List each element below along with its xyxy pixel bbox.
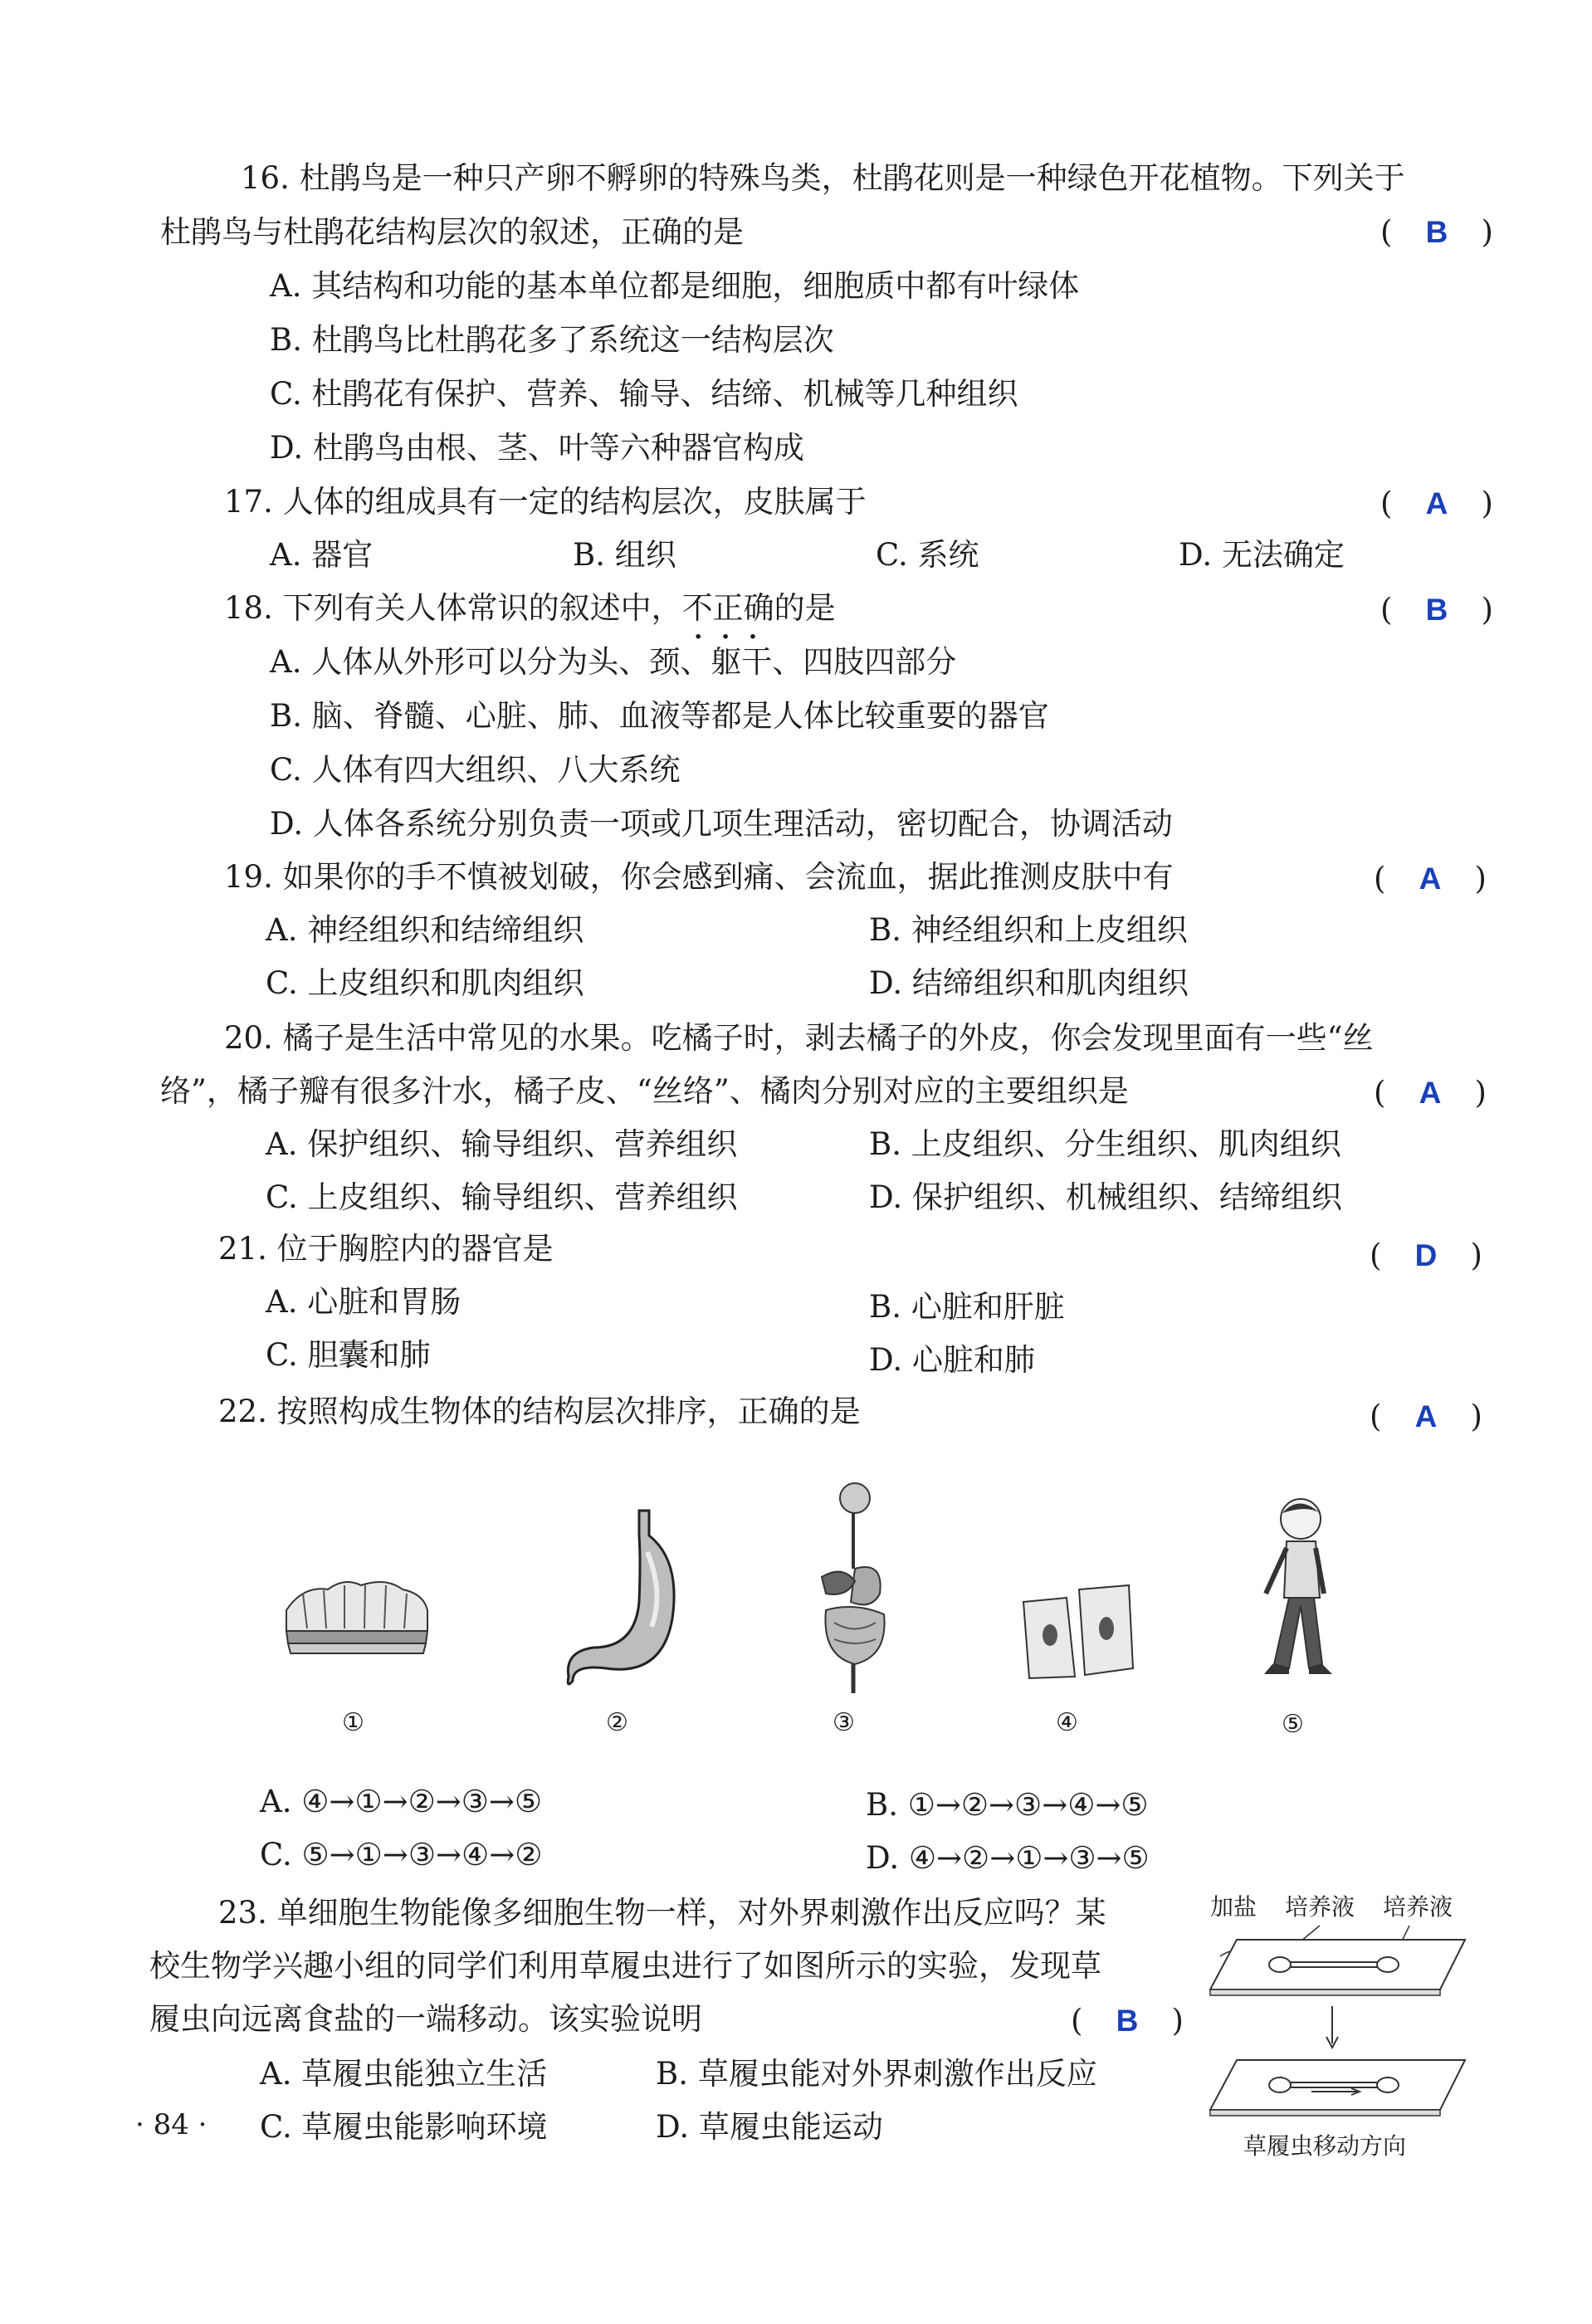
paramecium-experiment-diagram (1204, 1919, 1477, 2143)
label-movement-direction: 草履虫移动方向 (1243, 2132, 1407, 2160)
q20-option-a: A. 保护组织、输导组织、营养组织 (266, 1126, 738, 1162)
q18-answer-letter: B (1425, 593, 1448, 627)
q22-figure-label-1: ① (342, 1708, 364, 1737)
q16-option-c: C. 杜鹃花有保护、营养、输导、结缔、机械等几种组织 (270, 376, 1018, 412)
q21-option-a: A. 心脏和胃肠 (266, 1284, 461, 1320)
q22-figure-label-5: ⑤ (1282, 1710, 1304, 1739)
q23-option-c: C. 草履虫能影响环境 (260, 2109, 548, 2145)
q19-stem: 19. 如果你的手不慎被划破，你会感到痛、会流血，据此推测皮肤中有 (224, 859, 1174, 895)
q20-option-d: D. 保护组织、机械组织、结缔组织 (869, 1179, 1342, 1215)
q23-answer-letter: B (1116, 2004, 1139, 2038)
q16-answer-letter: B (1425, 215, 1448, 249)
q17-option-a: A. 器官 (270, 537, 374, 573)
q21-option-d: D. 心脏和肺 (869, 1342, 1035, 1378)
q18-stem (224, 589, 836, 627)
q22-option-d: D. ④→②→①→③→⑤ (866, 1840, 1150, 1876)
stomach-illustration (556, 1502, 689, 1702)
q19-option-b: B. 神经组织和上皮组织 (869, 912, 1188, 948)
q22-answer: ( A ) (1370, 1399, 1482, 1434)
q23-option-b: B. 草履虫能对外界刺激作出反应 (656, 2056, 1097, 2092)
q18-option-c: C. 人体有四大组织、八大系统 (270, 752, 681, 788)
q22-stem: 22. 按照构成生物体的结构层次排序，正确的是 (218, 1394, 861, 1429)
q17-option-d: D. 无法确定 (1179, 537, 1345, 573)
q18-option-b: B. 脑、脊髓、心脏、肺、血液等都是人体比较重要的器官 (270, 698, 1049, 734)
q23-stem-line2: 校生物学兴趣小组的同学们利用草履虫进行了如图所示的实验，发现草 (149, 1948, 1101, 1984)
q16-stem-line2: 杜鹃鸟与杜鹃花结构层次的叙述，正确的是 (160, 214, 744, 250)
q19-option-a: A. 神经组织和结缔组织 (266, 912, 584, 948)
q16-option-b: B. 杜鹃鸟比杜鹃花多了系统这一结构层次 (270, 322, 834, 358)
q17-option-b: B. 组织 (573, 537, 676, 573)
label-culture-right: 培养液 (1383, 1893, 1453, 1921)
q19-option-d: D. 结缔组织和肌肉组织 (869, 965, 1189, 1001)
q16-answer: ( B ) (1380, 214, 1493, 250)
tissue-illustration (278, 1560, 436, 1668)
q22-option-a: A. ④→①→②→③→⑤ (260, 1784, 543, 1819)
q18-option-d: D. 人体各系统分别负责一项或几项生理活动，密切配合，协调活动 (270, 806, 1173, 842)
q17-stem: 17. 人体的组成具有一定的结构层次，皮肤属于 (224, 484, 867, 520)
q18-stem-emphasis: 不正确 · · · (682, 590, 774, 626)
q23-stem-line1: 23. 单细胞生物能像多细胞生物一样，对外界刺激作出反应吗？某 (218, 1895, 1106, 1931)
q18-option-a: A. 人体从外形可以分为头、颈、躯干、四肢四部分 (270, 644, 957, 680)
q16-stem-line1: 16. 杜鹃鸟是一种只产卵不孵卵的特殊鸟类，杜鹃花则是一种绿色开花植物。下列关于 (241, 160, 1405, 196)
q21-answer: ( D ) (1370, 1238, 1482, 1273)
label-culture-left: 培养液 (1285, 1893, 1355, 1921)
q17-option-c: C. 系统 (876, 537, 979, 573)
q17-answer: ( A ) (1380, 486, 1493, 521)
q18-stem-after: 的是 (774, 590, 836, 626)
q22-option-c: C. ⑤→①→③→④→② (260, 1837, 543, 1872)
q20-stem-line1: 20. 橘子是生活中常见的水果。吃橘子时，剥去橘子的外皮，你会发现里面有一些“丝 (224, 1020, 1374, 1056)
q17-answer-letter: A (1425, 486, 1448, 520)
q16-option-a: A. 其结构和功能的基本单位都是细胞，细胞质中都有叶绿体 (270, 268, 1080, 304)
q21-option-b: B. 心脏和肝脏 (869, 1289, 1065, 1325)
q21-stem: 21. 位于胸腔内的器官是 (218, 1231, 554, 1267)
q22-figure-label-2: ② (606, 1708, 628, 1737)
q22-figure-label-3: ③ (833, 1708, 855, 1737)
label-add-salt: 加盐 (1210, 1893, 1257, 1921)
q20-answer-letter: A (1419, 1076, 1442, 1110)
q18-answer: ( B ) (1380, 592, 1493, 627)
q20-option-b: B. 上皮组织、分生组织、肌肉组织 (869, 1126, 1341, 1162)
q22-option-b: B. ①→②→③→④→⑤ (866, 1787, 1149, 1823)
q18-stem-before: 18. 下列有关人体常识的叙述中， (224, 590, 682, 626)
q22-answer-letter: A (1414, 1399, 1438, 1433)
page-number: · 84 · (135, 2108, 208, 2141)
q19-option-c: C. 上皮组织和肌肉组织 (266, 965, 584, 1001)
human-boy-illustration (1249, 1490, 1349, 1697)
q23-option-a: A. 草履虫能独立生活 (260, 2056, 548, 2092)
q16-option-d: D. 杜鹃鸟由根、茎、叶等六种器官构成 (270, 430, 804, 466)
q22-figure-label-4: ④ (1056, 1708, 1078, 1737)
q23-option-d: D. 草履虫能运动 (656, 2109, 883, 2145)
cells-illustration (1017, 1577, 1141, 1685)
q20-stem-line2: 络”，橘子瓣有很多汁水，橘子皮、“丝络”、橘肉分别对应的主要组织是 (160, 1073, 1129, 1109)
q23-stem-line3: 履虫向远离食盐的一端移动。该实验说明 (149, 2001, 702, 2037)
q19-answer: ( A ) (1374, 861, 1487, 896)
q23-answer: ( B ) (1071, 2003, 1184, 2038)
digestive-system-illustration (805, 1477, 905, 1710)
q20-option-c: C. 上皮组织、输导组织、营养组织 (266, 1179, 738, 1215)
q20-answer: ( A ) (1374, 1075, 1487, 1111)
q21-option-c: C. 胆囊和肺 (266, 1337, 431, 1373)
q19-answer-letter: A (1419, 862, 1442, 896)
q21-answer-letter: D (1414, 1238, 1438, 1272)
